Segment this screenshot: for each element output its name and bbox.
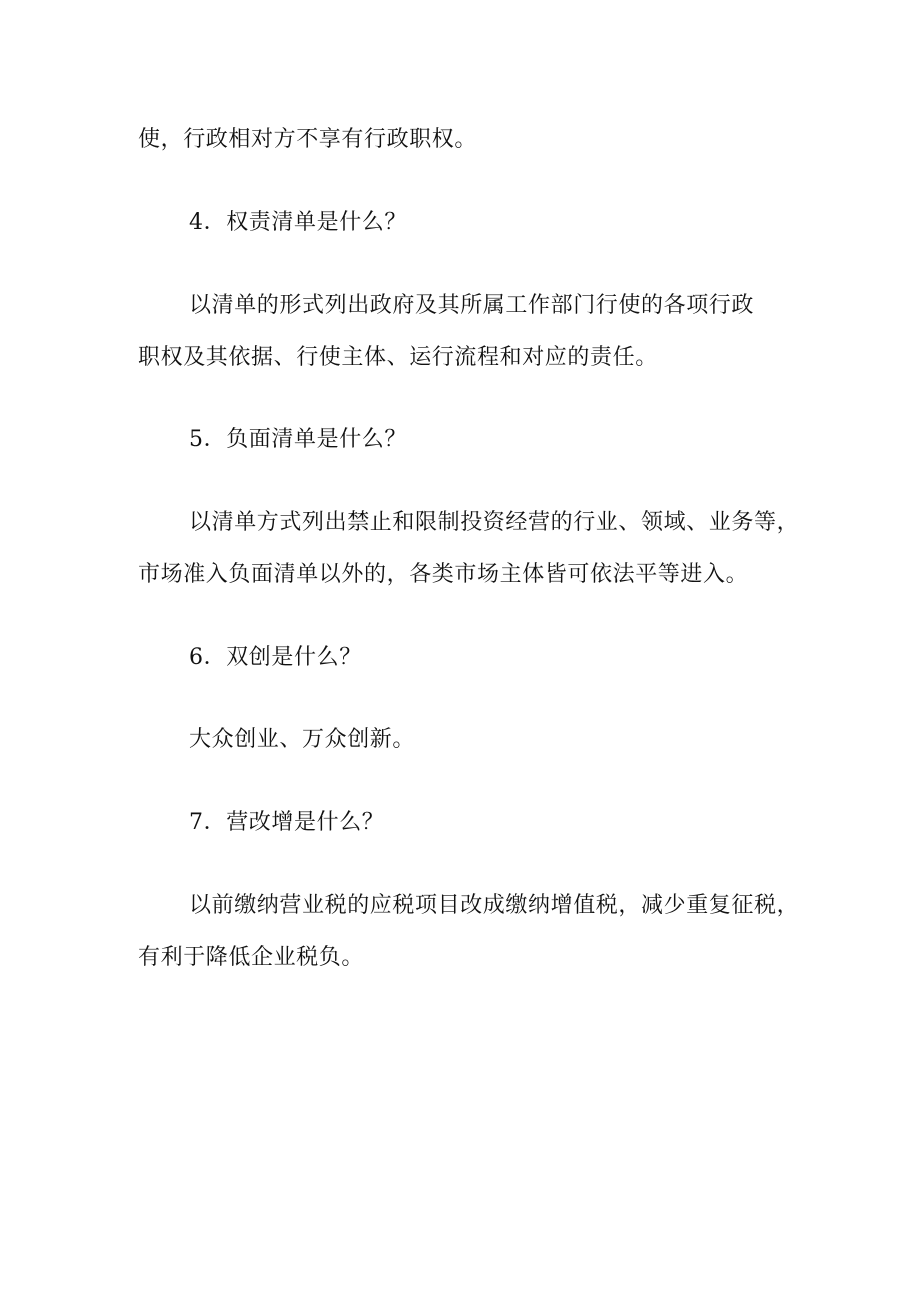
- question-7-heading: 7．营改增是什么？: [189, 810, 385, 835]
- answer-7-line-2: 有利于降低企业税负。: [138, 945, 365, 970]
- question-5-heading: 5．负面清单是什么？: [189, 427, 407, 452]
- answer-7-line-1: 以前缴纳营业税的应税项目改成缴纳增值税，减少重复征税，: [189, 893, 800, 918]
- answer-6-line-1: 大众创业、万众创新。: [189, 727, 416, 752]
- paragraph-continuation: 使，行政相对方不享有行政职权。: [138, 127, 478, 152]
- answer-5-line-2: 市场准入负面清单以外的，各类市场主体皆可依法平等进入。: [138, 562, 749, 587]
- question-4-heading: 4．权责清单是什么？: [189, 210, 407, 235]
- answer-4-line-2: 职权及其依据、行使主体、运行流程和对应的责任。: [138, 345, 658, 370]
- answer-5-line-1: 以清单方式列出禁止和限制投资经营的行业、领域、业务等，: [189, 510, 800, 535]
- answer-4-line-1: 以清单的形式列出政府及其所属工作部门行使的各项行政: [189, 293, 755, 318]
- question-6-heading: 6．双创是什么？: [189, 645, 362, 670]
